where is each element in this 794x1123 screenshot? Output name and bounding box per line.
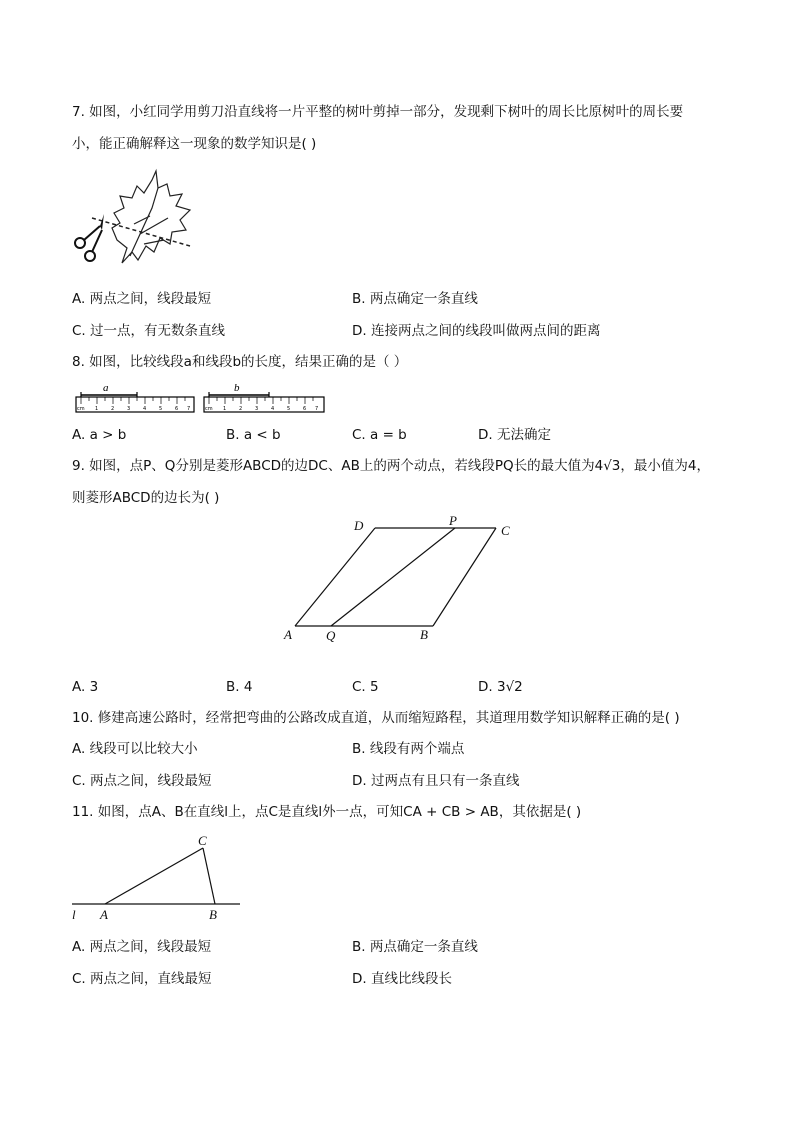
q11-stem: 11. 如图，点A、B在直线l上，点C是直线l外一点，可知CA + CB > AB，其依据是( ) xyxy=(72,804,582,820)
q9-option-c: C. 5 xyxy=(352,679,379,695)
triangle-line-figure xyxy=(70,830,250,925)
q7-stem-line1: 7. 如图，小红同学用剪刀沿直线将一片平整的树叶剪掉一部分，发现剩下树叶的周长比原树叶的周长要 xyxy=(72,104,684,120)
q10-option-d: D. 过两点有且只有一条直线 xyxy=(352,773,520,789)
point-label-p: P xyxy=(449,513,457,528)
line-label-l: l xyxy=(72,907,76,922)
ruler-b-digit-7: 7 xyxy=(315,406,319,412)
ruler-a xyxy=(75,382,195,414)
q7-option-a: A. 两点之间，线段最短 xyxy=(72,291,212,307)
vertex-label-b: B xyxy=(209,907,217,922)
vertex-label-b: B xyxy=(420,627,428,642)
ruler-b-digit-3: 3 xyxy=(255,406,259,412)
ruler-b-label: b xyxy=(234,382,240,394)
leaf-scissors-figure xyxy=(72,168,197,273)
ruler-a-digit-7: 7 xyxy=(187,406,191,412)
vertex-label-d: D xyxy=(354,518,364,533)
q10-option-c: C. 两点之间，线段最短 xyxy=(72,773,212,789)
ruler-a-digit-1: 1 xyxy=(95,406,99,412)
rhombus-figure xyxy=(280,512,520,652)
q10-option-b: B. 线段有两个端点 xyxy=(352,741,465,757)
q11-option-d: D. 直线比线段长 xyxy=(352,971,452,987)
q11-option-c: C. 两点之间，直线最短 xyxy=(72,971,212,987)
ruler-a-digit-cm: cm xyxy=(77,406,85,412)
q9-option-b: B. 4 xyxy=(226,679,253,695)
q8-option-b: B. a < b xyxy=(226,427,281,443)
q7-option-c: C. 过一点，有无数条直线 xyxy=(72,323,226,339)
q8-stem: 8. 如图，比较线段a和线段b的长度，结果正确的是（ ） xyxy=(72,354,408,370)
ruler-a-digit-5: 5 xyxy=(159,406,163,412)
q8-option-d: D. 无法确定 xyxy=(478,427,551,443)
vertex-label-a: A xyxy=(100,907,108,922)
q11-option-a: A. 两点之间，线段最短 xyxy=(72,939,212,955)
q9-stem-line2: 则菱形ABCD的边长为( ) xyxy=(72,490,220,506)
ruler-a-digit-4: 4 xyxy=(143,406,147,412)
q7-option-d: D. 连接两点之间的线段叫做两点间的距离 xyxy=(352,323,601,339)
ruler-b-digit-4: 4 xyxy=(271,406,275,412)
q8-option-a: A. a > b xyxy=(72,427,127,443)
q9-option-d: D. 3√2 xyxy=(478,679,523,695)
vertex-label-a: A xyxy=(284,627,292,642)
q9-stem-line1: 9. 如图，点P、Q分别是菱形ABCD的边DC、AB上的两个动点，若线段PQ长的最大值为4√3，最小值为4， xyxy=(72,458,710,474)
ruler-a-digit-3: 3 xyxy=(127,406,131,412)
ruler-a-digit-6: 6 xyxy=(175,406,179,412)
vertex-label-c: C xyxy=(501,523,510,538)
ruler-b-digit-cm: cm xyxy=(205,406,213,412)
q11-option-b: B. 两点确定一条直线 xyxy=(352,939,478,955)
point-label-q: Q xyxy=(326,628,336,643)
ruler-a-digit-2: 2 xyxy=(111,406,115,412)
vertex-label-c: C xyxy=(198,833,207,848)
q10-option-a: A. 线段可以比较大小 xyxy=(72,741,198,757)
ruler-b-digit-2: 2 xyxy=(239,406,243,412)
ruler-b-digit-5: 5 xyxy=(287,406,291,412)
q8-option-c: C. a = b xyxy=(352,427,407,443)
ruler-b xyxy=(203,382,325,414)
ruler-b-digit-1: 1 xyxy=(223,406,227,412)
ruler-b-digit-6: 6 xyxy=(303,406,307,412)
q10-stem: 10. 修建高速公路时，经常把弯曲的公路改成直道，从而缩短路程，其道理用数学知识解释正确的是( ) xyxy=(72,710,680,726)
q7-option-b: B. 两点确定一条直线 xyxy=(352,291,478,307)
q9-option-a: A. 3 xyxy=(72,679,99,695)
ruler-a-label: a xyxy=(103,382,109,394)
q7-stem-line2: 小，能正确解释这一现象的数学知识是( ) xyxy=(72,136,317,152)
